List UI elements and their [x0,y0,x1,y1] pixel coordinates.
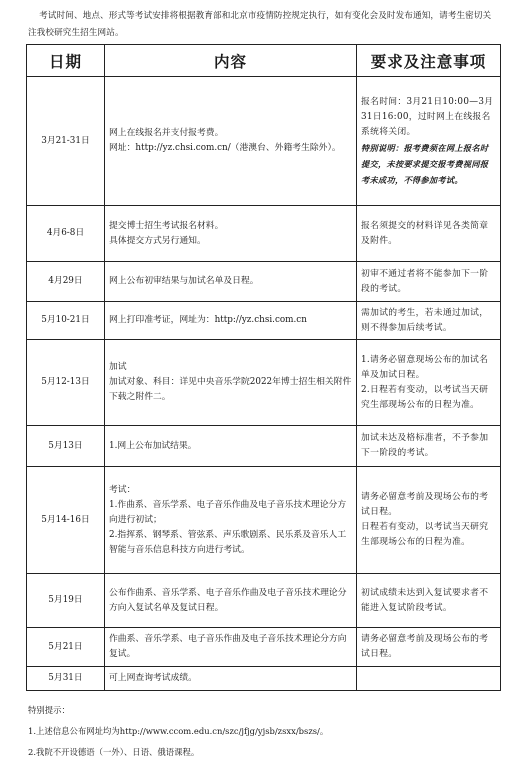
content-line: 提交博士招生考试报名材料。 [109,220,224,231]
footer-item: 1.上述信息公布网址均为http://www.ccom.edu.cn/szc/jfjg/yjsb/zsxx/bszs/。 [28,726,329,736]
notes-line: 请务必留意考前及现场公布的考试日程。 [361,492,489,517]
row-content [105,77,357,206]
row-notes [357,667,501,691]
notes-line: 报名须提交的材料详见各类简章及附件。 [361,220,489,246]
row-content [105,340,357,426]
row-notes [357,340,501,426]
row-notes [357,302,501,340]
special-note: 特别说明：报考费须在网上报名时提交，未按要求提交报考费视同报考未成功，不得参加考试。 [361,142,489,185]
content-line: 具体提交方式另行通知。 [109,235,206,246]
table-header-row [27,45,501,77]
footer-title: 特别提示： [28,705,70,715]
row-date: 5月31日 [27,667,105,691]
row-content [105,467,357,574]
footer-notes [28,700,502,763]
content-line: 1.作曲系、音乐学系、电子音乐作曲及电子音乐技术理论分方向进行初试； [109,499,347,525]
row-notes [357,467,501,574]
content-line: 网上公布初审结果与加试名单及日程。 [109,276,259,286]
row-content [105,302,357,340]
row-date: 5月14-16日 [27,467,105,574]
row-content [105,628,357,667]
row-content [105,262,357,302]
row-date: 3月21-31日 [27,77,105,206]
content-line: 网址：http://yz.chsi.com.cn/（港澳台、外籍考生除外）。 [109,143,341,153]
table-row [27,206,501,262]
notes-line: 日程若有变动，以考试当天研究生部现场公布的日程为准。 [361,522,489,547]
notes-line: 报名时间：3月21日10:00—3月31日16:00，过时网上在线报名系统将关闭。 [361,96,494,137]
row-date: 4月6-8日 [27,206,105,262]
content-line: 考试： [109,484,136,495]
content-line: 2.指挥系、钢琴系、管弦系、声乐歌剧系、民乐系及音乐人工智能与音乐信息科技方向进行考试。 [109,529,347,555]
row-notes [357,574,501,628]
content-line: 网上打印准考证，网址为：http://yz.chsi.com.cn [109,315,307,325]
notes-line: 需加试的考生，若未通过加试，则不得参加后续考试。 [361,307,489,333]
table-row [27,262,501,302]
table-row [27,628,501,667]
row-notes [357,426,501,467]
table-row [27,467,501,574]
content-line: 加试 [109,362,127,372]
content-line: 作曲系、音乐学系、电子音乐作曲及电子音乐技术理论分方向复试。 [109,634,347,659]
content-line: 可上网查询考试成绩。 [109,673,197,683]
row-content [105,574,357,628]
table-row [27,667,501,691]
content-line: 公布作曲系、音乐学系、电子音乐作曲及电子音乐技术理论分方向入复试名单及复试日程。 [109,587,347,613]
row-content [105,667,357,691]
content-line: 1.网上公布加试结果。 [109,440,197,451]
notes-line: 请务必留意考前及现场公布的考试日程。 [361,634,489,659]
row-date: 5月21日 [27,628,105,667]
row-notes [357,628,501,667]
notes-line: 初试成绩未达到入复试要求者不能进入复试阶段考试。 [361,587,489,613]
row-date: 5月19日 [27,574,105,628]
table-row [27,340,501,426]
row-date: 5月12-13日 [27,340,105,426]
notes-line: 初审不通过者将不能参加下一阶段的考试。 [361,268,489,294]
content-line: 网上在线报名并支付报考费。 [109,128,224,138]
header-content: 内容 [105,45,357,77]
intro-paragraph: 考试时间、地点、形式等考试安排将根据教育部和北京市疫情防控规定执行，如有变化会及时发布通知，请考生密切关注我校研究生招生网站。 [28,11,492,38]
table-row [27,574,501,628]
content-line: 加试对象、科目：详见中央音乐学院2022年博士招生相关附件下载之附件二。 [109,377,352,402]
row-notes [357,262,501,302]
schedule-table [26,44,501,691]
row-notes [357,77,501,206]
table-row [27,426,501,467]
row-date: 5月10-21日 [27,302,105,340]
header-date: 日期 [27,45,105,77]
header-notes: 要求及注意事项 [357,45,501,77]
notes-line: 加试未达及格标准者，不予参加下一阶段的考试。 [361,433,489,458]
footer-item: 2.我院不开设德语（一外）、日语、俄语课程。 [28,747,200,757]
notes-line: 1.请务必留意现场公布的加试名单及加试日程。 [361,354,489,380]
row-date: 5月13日 [27,426,105,467]
row-content [105,206,357,262]
table-row [27,302,501,340]
notes-line: 2.日程若有变动，以考试当天研究生部现场公布的日程为准。 [361,384,489,410]
table-row [27,77,501,206]
row-notes [357,206,501,262]
row-date: 4月29日 [27,262,105,302]
row-content [105,426,357,467]
